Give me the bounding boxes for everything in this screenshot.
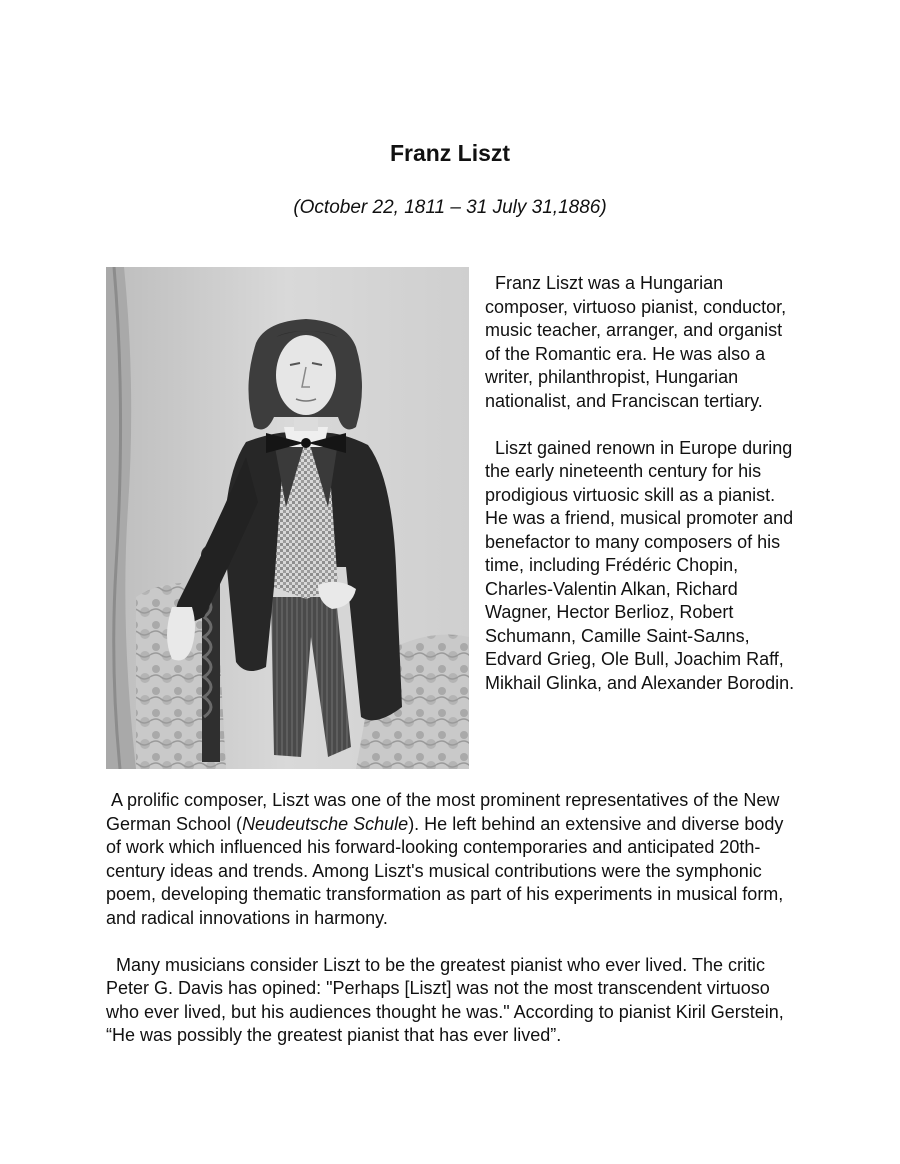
paragraph-intro: Franz Liszt was a Hungarian composer, virtuoso pianist, conductor, music teacher, arranger, and organist of the Romantic era. He was also a writer, philanthropist, Hungarian nationalist, and Franciscan tertiary. [485,273,792,411]
paragraph-renown: Liszt gained renown in Europe during the early nineteenth century for his prodigious virtuosic skill as a pianist. He was a friend, musical promoter and benefactor to many composers of his time, including Frédéric Chopin, Charles-Valentin Alkan, Richard Wagner, Hector Berlioz, Robert Schumann, Camille Saint-Saлns, Edvard Grieg, Ole Bull, Joachim Raff, Mikhail Glinka, and Alexander Borodin. [485,437,799,693]
life-dates: (October 22, 1811 – 31 July 31,1886) [293,197,607,218]
paragraph-composer-part1: A prolific composer, Liszt was one of the most prominent representatives of the New German School ( [106,790,785,834]
paragraph-legacy: Many musicians consider Liszt to be the greatest pianist who ever lived. The critic Peter G. Davis has opined: "Perhaps [Liszt] was not the most transcendent virtuoso who ever lived, but his audiences thought he was." According to pianist Kiril Gerstein, “He was possibly the greatest pianist that has ever lived”. [106,954,789,1045]
school-name: Neudeutsche Schule [242,813,409,834]
page-title: Franz Liszt [389,140,511,166]
intro-text [485,272,797,719]
portrait-illustration [106,267,469,769]
portrait-photo [106,267,469,769]
paragraph-composer-part2: ). He left behind an extensive and diverse body of work which influenced his forward-looking contemporaries and anticipated 20th-century ideas and trends. Among Liszt's musical contributions were the symphonic poem, developing thematic transformation as part of his experiments in musical form, and radical innovations in harmony. [106,813,789,928]
body-text [106,789,796,1071]
paragraph-composer [106,789,796,930]
